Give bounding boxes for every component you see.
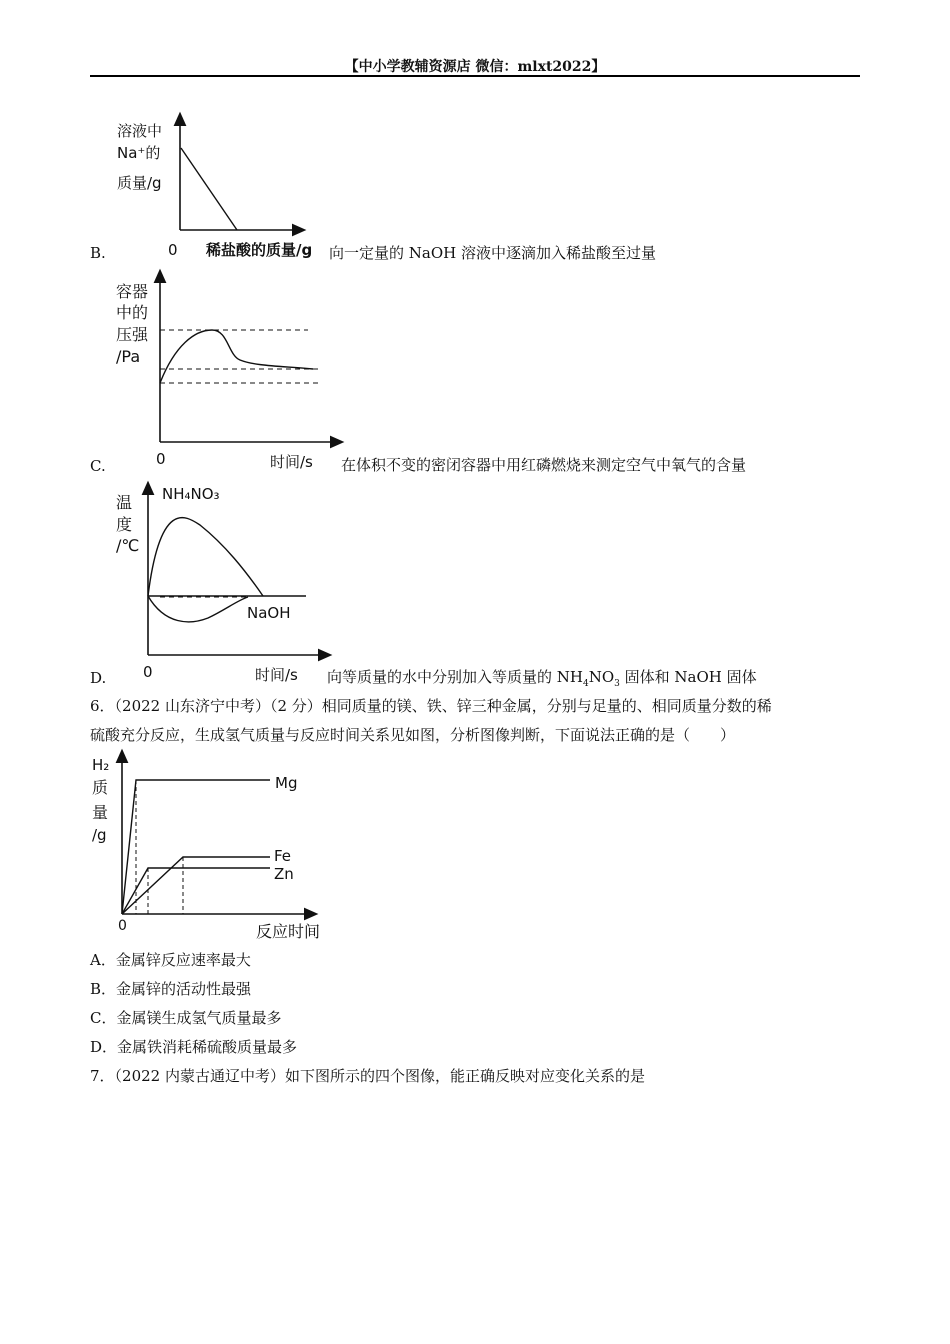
question7-line: 7．（2022 内蒙古通辽中考）如下图所示的四个图像，能正确反映对应变化关系的是 xyxy=(90,1067,645,1085)
graph-d-curve-top xyxy=(148,518,263,596)
graph-b-origin: 0 xyxy=(168,241,178,259)
series-fe-line xyxy=(122,857,270,914)
question6-line2: 硫酸充分反应，生成氢气质量与反应时间关系见如图，分析图像判断，下面说法正确的是（ ） xyxy=(90,726,736,744)
graph-b-ylabel-1: 溶液中 xyxy=(117,122,163,140)
graph-d-xlabel: 时间/s xyxy=(255,666,298,684)
graph-q6-xlabel: 反应时间 xyxy=(256,922,321,941)
graph-d-ylabel-3: /℃ xyxy=(116,536,140,555)
graph-b-xlabel: 稀盐酸的质量/g xyxy=(206,241,313,259)
graph-b-line xyxy=(181,148,237,230)
question6-line1: 6．（2022 山东济宁中考）（2 分）相同质量的镁、铁、锌三种金属，分别与足量的、相同质量分数的稀 xyxy=(90,697,772,715)
graph-c-origin: 0 xyxy=(156,450,166,468)
option-c-caption: 在体积不变的密闭容器中用红磷燃烧来测定空气中氧气的含量 xyxy=(341,456,747,474)
graph-c-ylabel-2: 中的 xyxy=(116,303,149,322)
question6-option-d: D．金属铁消耗稀硫酸质量最多 xyxy=(90,1038,298,1056)
graph-q6 xyxy=(92,755,320,941)
graph-d-curve-bottom xyxy=(148,596,248,622)
series-zn-label: Zn xyxy=(274,865,294,883)
graph-q6-ylabel-4: /g xyxy=(92,826,107,844)
question6-option-b: B．金属锌的活动性最强 xyxy=(90,980,252,998)
option-b-label: B. xyxy=(90,244,106,262)
option-d-caption: 向等质量的水中分别加入等质量的 $NH_4NO_3$ 固体和 NaOH 固体 xyxy=(327,668,757,689)
graph-q6-ylabel-1: H₂ xyxy=(92,756,110,774)
graph-q6-ylabel-3: 量 xyxy=(92,803,109,822)
series-fe-label: Fe xyxy=(274,847,292,865)
option-c-label: C. xyxy=(90,457,106,475)
graph-d-ylabel-2: 度 xyxy=(116,515,133,534)
graph-q6-ylabel-2: 质 xyxy=(92,778,109,797)
graph-d-curve-bottom-label: NaOH xyxy=(247,604,291,622)
graph-c-ylabel-4: /Pa xyxy=(116,347,141,366)
graph-c-ylabel-3: 压强 xyxy=(116,325,149,344)
graph-d-ylabel-1: 温 xyxy=(116,493,133,512)
series-zn-line xyxy=(122,868,270,914)
graph-c-xlabel: 时间/s xyxy=(270,453,313,471)
graph-b xyxy=(117,118,312,259)
graph-d-curve-top-label: NH₄NO₃ xyxy=(162,485,220,503)
graph-c-curve xyxy=(160,330,313,383)
graph-d xyxy=(116,485,326,684)
graph-b-ylabel-2: Na⁺的 xyxy=(117,144,161,162)
graph-q6-origin: 0 xyxy=(118,918,127,934)
option-b-caption: 向一定量的 NaOH 溶液中逐滴加入稀盐酸至过量 xyxy=(329,244,656,262)
graph-c-ylabel-1: 容器 xyxy=(116,282,149,301)
page-header: 【中小学教辅资源店 微信：mlxt2022】 xyxy=(344,59,606,75)
series-mg-label: Mg xyxy=(275,774,298,792)
option-d-label: D. xyxy=(90,669,107,687)
question6-option-c: C．金属镁生成氢气质量最多 xyxy=(90,1009,282,1027)
graph-d-origin: 0 xyxy=(143,663,153,681)
question6-option-a: A．金属锌反应速率最大 xyxy=(90,951,251,969)
graph-b-ylabel-3: 质量/g xyxy=(117,174,162,192)
graph-c xyxy=(116,275,338,471)
